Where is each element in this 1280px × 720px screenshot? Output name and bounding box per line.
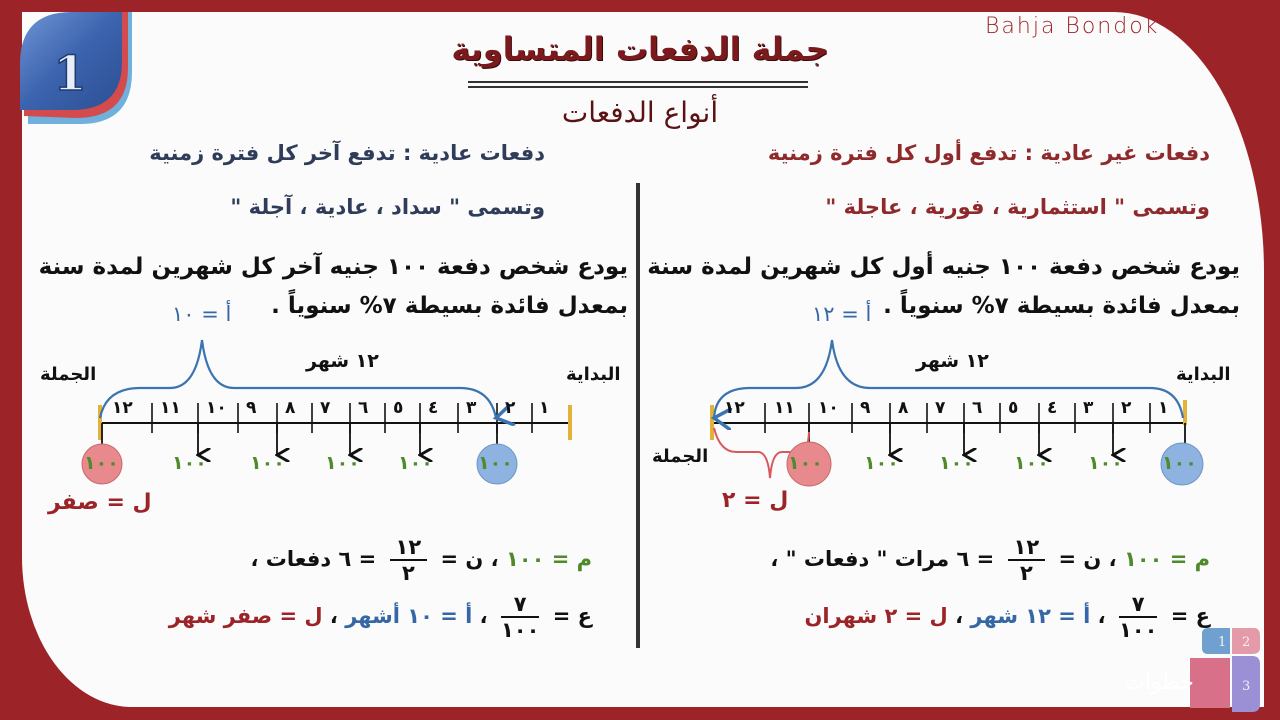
n-result: = ٦ دفعات ،	[250, 547, 377, 571]
payment-amount: ١٠٠	[864, 452, 899, 474]
fraction-numerator: ١٢	[1008, 535, 1046, 561]
svg-text:2: 2	[1242, 635, 1251, 650]
payment-amount: ١٠٠	[84, 452, 119, 474]
annuity-due-end-label: الجملة	[652, 446, 709, 467]
ordinary-annuity-start-label: البداية	[566, 364, 621, 385]
ordinary-annuity-problem-line1: يودع شخص دفعة ١٠٠ جنيه آخر كل شهرين لمدة سنة	[38, 254, 628, 280]
fraction-numerator: ١٢	[390, 535, 428, 561]
month-label: ٤	[1047, 398, 1058, 418]
separator: ،	[1108, 547, 1117, 571]
n-label: ن =	[1058, 547, 1102, 571]
payment-amount: ١٠٠	[325, 452, 360, 474]
payment-amount: ١٠٠	[1088, 452, 1123, 474]
svg-text:3: 3	[1242, 679, 1251, 694]
n-fraction	[390, 535, 428, 585]
l-value: ل = صفر شهر	[168, 604, 323, 628]
page-title: جملة الدفعات المتساوية	[451, 30, 829, 68]
r-fraction	[501, 592, 539, 642]
month-label: ٤	[428, 398, 439, 418]
separator: ،	[490, 547, 499, 571]
month-label: ٣	[466, 398, 477, 418]
month-label: ١	[1158, 398, 1169, 418]
ordinary-annuity-a-label: أ = ١٠	[172, 302, 232, 326]
month-label: ٢	[1121, 398, 1132, 418]
watermark: Bahja Bondok	[985, 14, 1160, 39]
ordinary-annuity-l-label: ل = صفر	[48, 490, 152, 515]
fraction-denominator: ١٠٠	[500, 618, 540, 642]
month-label: ٥	[1008, 398, 1019, 418]
month-label: ٨	[285, 398, 296, 418]
svg-text:1: 1	[53, 46, 87, 102]
payment-amount: ١٠٠	[478, 452, 513, 474]
annuity-due-names: وتسمى " استثمارية ، فورية ، عاجلة "	[825, 195, 1210, 219]
separator: ،	[479, 604, 488, 628]
annuity-due-heading: دفعات غير عادية : تدفع أول كل فترة زمنية	[767, 141, 1210, 165]
page-subtitle: أنواع الدفعات	[561, 96, 719, 129]
month-label: ١١	[774, 398, 795, 418]
payment-amount: ١٠٠	[1014, 452, 1049, 474]
ordinary-annuity-problem-line2: بمعدل فائدة بسيطة ٧% سنوياً .	[271, 293, 628, 319]
r-fraction	[1119, 592, 1157, 642]
month-label: ٩	[860, 398, 871, 418]
annuity-due-problem-line2: بمعدل فائدة بسيطة ٧% سنوياً .	[883, 293, 1240, 319]
annuity-due-l-label: ل = ٢	[722, 488, 789, 513]
annuity-due-a-label: أ = ١٢	[812, 302, 872, 326]
month-label: ٩	[246, 398, 257, 418]
separator: ،	[1097, 604, 1106, 628]
annuity-due-equation-1	[770, 535, 1210, 585]
a-value: أ = ١٢ شهر	[970, 604, 1091, 628]
fraction-denominator: ٢	[1019, 561, 1033, 585]
separator: ،	[329, 604, 338, 628]
annuity-due-equation-2	[805, 592, 1211, 642]
payment-amount: ١٠٠	[1162, 452, 1197, 474]
annuity-due-problem-line1: يودع شخص دفعة ١٠٠ جنيه أول كل شهرين لمدة سنة	[647, 254, 1240, 280]
payment-amount: ١٠٠	[250, 452, 285, 474]
r-label: ع =	[552, 604, 592, 628]
fraction-numerator: ٧	[1119, 592, 1157, 618]
annuity-due-start-label: البداية	[1176, 364, 1231, 385]
a-value: أ = ١٠ أشهر	[345, 604, 473, 628]
ordinary-annuity-equation-1	[251, 535, 593, 585]
ordinary-annuity-heading: دفعات عادية : تدفع آخر كل فترة زمنية	[149, 141, 545, 165]
fraction-denominator: ١٠٠	[1118, 618, 1158, 642]
m-value: م = ١٠٠	[1123, 547, 1210, 571]
month-label: ١٠	[818, 398, 839, 418]
payment-amount: ١٠٠	[939, 452, 974, 474]
n-result: = ٦ مرات " دفعات " ،	[770, 547, 995, 571]
steps-logo	[1190, 628, 1270, 712]
month-label: ٥	[393, 398, 404, 418]
month-label: ١٢	[112, 398, 133, 418]
ordinary-annuity-names: وتسمى " سداد ، عادية ، آجلة "	[230, 195, 545, 219]
month-label: ٦	[972, 398, 983, 418]
ordinary-annuity-end-label: الجملة	[40, 364, 97, 385]
r-label: ع =	[1170, 604, 1210, 628]
month-label: ٧	[320, 398, 331, 418]
svg-text:1: 1	[1218, 635, 1227, 650]
fraction-denominator: ٢	[401, 561, 415, 585]
steps-logo-label: خطوات	[1124, 670, 1194, 695]
payment-amount: ١٠٠	[788, 452, 823, 474]
month-label: ٣	[1083, 398, 1094, 418]
n-label: ن =	[440, 547, 484, 571]
annuity-due-span-label: ١٢ شهر	[916, 350, 989, 372]
separator: ،	[955, 604, 964, 628]
month-label: ١٠	[206, 398, 227, 418]
month-label: ٦	[358, 398, 369, 418]
fraction-numerator: ٧	[501, 592, 539, 618]
month-label: ١	[539, 398, 550, 418]
month-label: ٧	[935, 398, 946, 418]
month-label: ١١	[160, 398, 181, 418]
month-label: ٢	[505, 398, 516, 418]
m-value: م = ١٠٠	[505, 547, 592, 571]
n-fraction	[1008, 535, 1046, 585]
ordinary-annuity-span-label: ١٢ شهر	[306, 350, 379, 372]
month-label: ١٢	[724, 398, 745, 418]
payment-amount: ١٠٠	[172, 452, 207, 474]
month-label: ٨	[898, 398, 909, 418]
ordinary-annuity-equation-2	[169, 592, 592, 642]
payment-amount: ١٠٠	[398, 452, 433, 474]
l-value: ل = ٢ شهران	[804, 604, 948, 628]
